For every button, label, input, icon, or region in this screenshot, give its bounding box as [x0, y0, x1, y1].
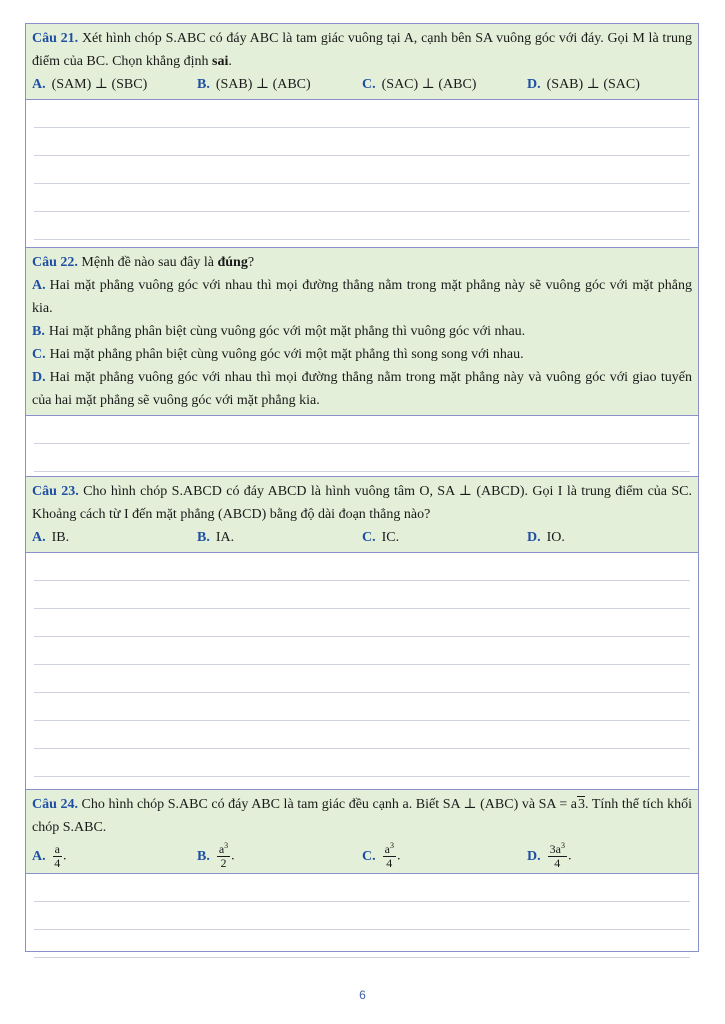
- question-23-number: Câu 23.: [32, 484, 79, 499]
- option-b[interactable]: B. Hai mặt phẳng phân biệt cùng vuông góc với một mặt phẳng thì vuông góc với nhau.: [32, 324, 526, 339]
- question-22-stem: Câu 22. Mệnh đề nào sau đây là đúng?: [32, 255, 255, 270]
- option-b[interactable]: B. IA.: [197, 530, 235, 545]
- option-d[interactable]: D. (SAB) ⊥ (SAC): [527, 77, 640, 92]
- question-21: [26, 24, 698, 100]
- question-21-options: [32, 73, 692, 96]
- page-number: 6: [359, 988, 366, 1002]
- worksheet-frame: [25, 23, 699, 952]
- option-c[interactable]: C. Hai mặt phẳng phân biệt cùng vuông góc với một mặt phẳng thì song song với nhau.: [32, 347, 524, 362]
- answer-space-23[interactable]: [26, 553, 698, 790]
- question-23-stem: Câu 23. Cho hình chóp S.ABCD có đáy ABCD là hình vuông tâm O, SA ⊥ (ABCD). Gọi I là trung điểm của SC. Khoảng cách từ I đến mặt phẳng (ABCD) bằng độ dài đoạn thẳng nào?: [32, 484, 692, 522]
- question-22-number: Câu 22.: [32, 255, 78, 270]
- option-d[interactable]: D. Hai mặt phẳng vuông góc với nhau thì mọi đường thẳng nằm trong mặt phẳng này và vuông góc với giao tuyến của hai mặt phẳng sẽ vuông góc với mặt phẳng kia.: [32, 370, 692, 408]
- question-24-number: Câu 24.: [32, 797, 78, 812]
- option-d[interactable]: D. IO.: [527, 530, 565, 545]
- question-24-options: [32, 843, 692, 870]
- question-23: [26, 477, 698, 553]
- sqrt-value: 3: [578, 797, 586, 812]
- option-b[interactable]: B. (SAB) ⊥ (ABC): [197, 77, 311, 92]
- option-c[interactable]: C. IC.: [362, 530, 400, 545]
- option-c[interactable]: C. $\frac{a^3}{4}$ .: [362, 841, 401, 870]
- option-a[interactable]: A. $\frac{a}{4}$ .: [32, 842, 67, 870]
- option-a[interactable]: A. (SAM) ⊥ (SBC): [32, 77, 148, 92]
- question-23-options: [32, 526, 692, 549]
- question-22: [26, 248, 698, 416]
- option-a[interactable]: A. IB.: [32, 530, 70, 545]
- option-b[interactable]: B. $\frac{a^3}{2}$ .: [197, 841, 235, 870]
- question-24-stem: Câu 24. Cho hình chóp S.ABC có đáy ABC là tam giác đều cạnh a. Biết SA ⊥ (ABC) và SA = a3. Tính thể tích khối chóp S.ABC.: [32, 797, 692, 835]
- answer-space-22[interactable]: [26, 416, 698, 477]
- option-a[interactable]: A. Hai mặt phẳng vuông góc với nhau thì mọi đường thẳng nằm trong mặt phẳng này sẽ vuông góc với mặt phẳng kia.: [32, 278, 692, 316]
- answer-space-21[interactable]: [26, 100, 698, 248]
- question-24: [26, 790, 698, 874]
- question-21-stem: Câu 21. Xét hình chóp S.ABC có đáy ABC là tam giác vuông tại A, cạnh bên SA vuông góc với đáy. Gọi M là trung điểm của BC. Chọn khẳng định sai.: [32, 31, 692, 69]
- answer-space-24[interactable]: [26, 874, 698, 962]
- option-c[interactable]: C. (SAC) ⊥ (ABC): [362, 77, 477, 92]
- option-d[interactable]: D. $\frac{3a^3}{4}$ .: [527, 841, 572, 870]
- question-21-number: Câu 21.: [32, 31, 79, 46]
